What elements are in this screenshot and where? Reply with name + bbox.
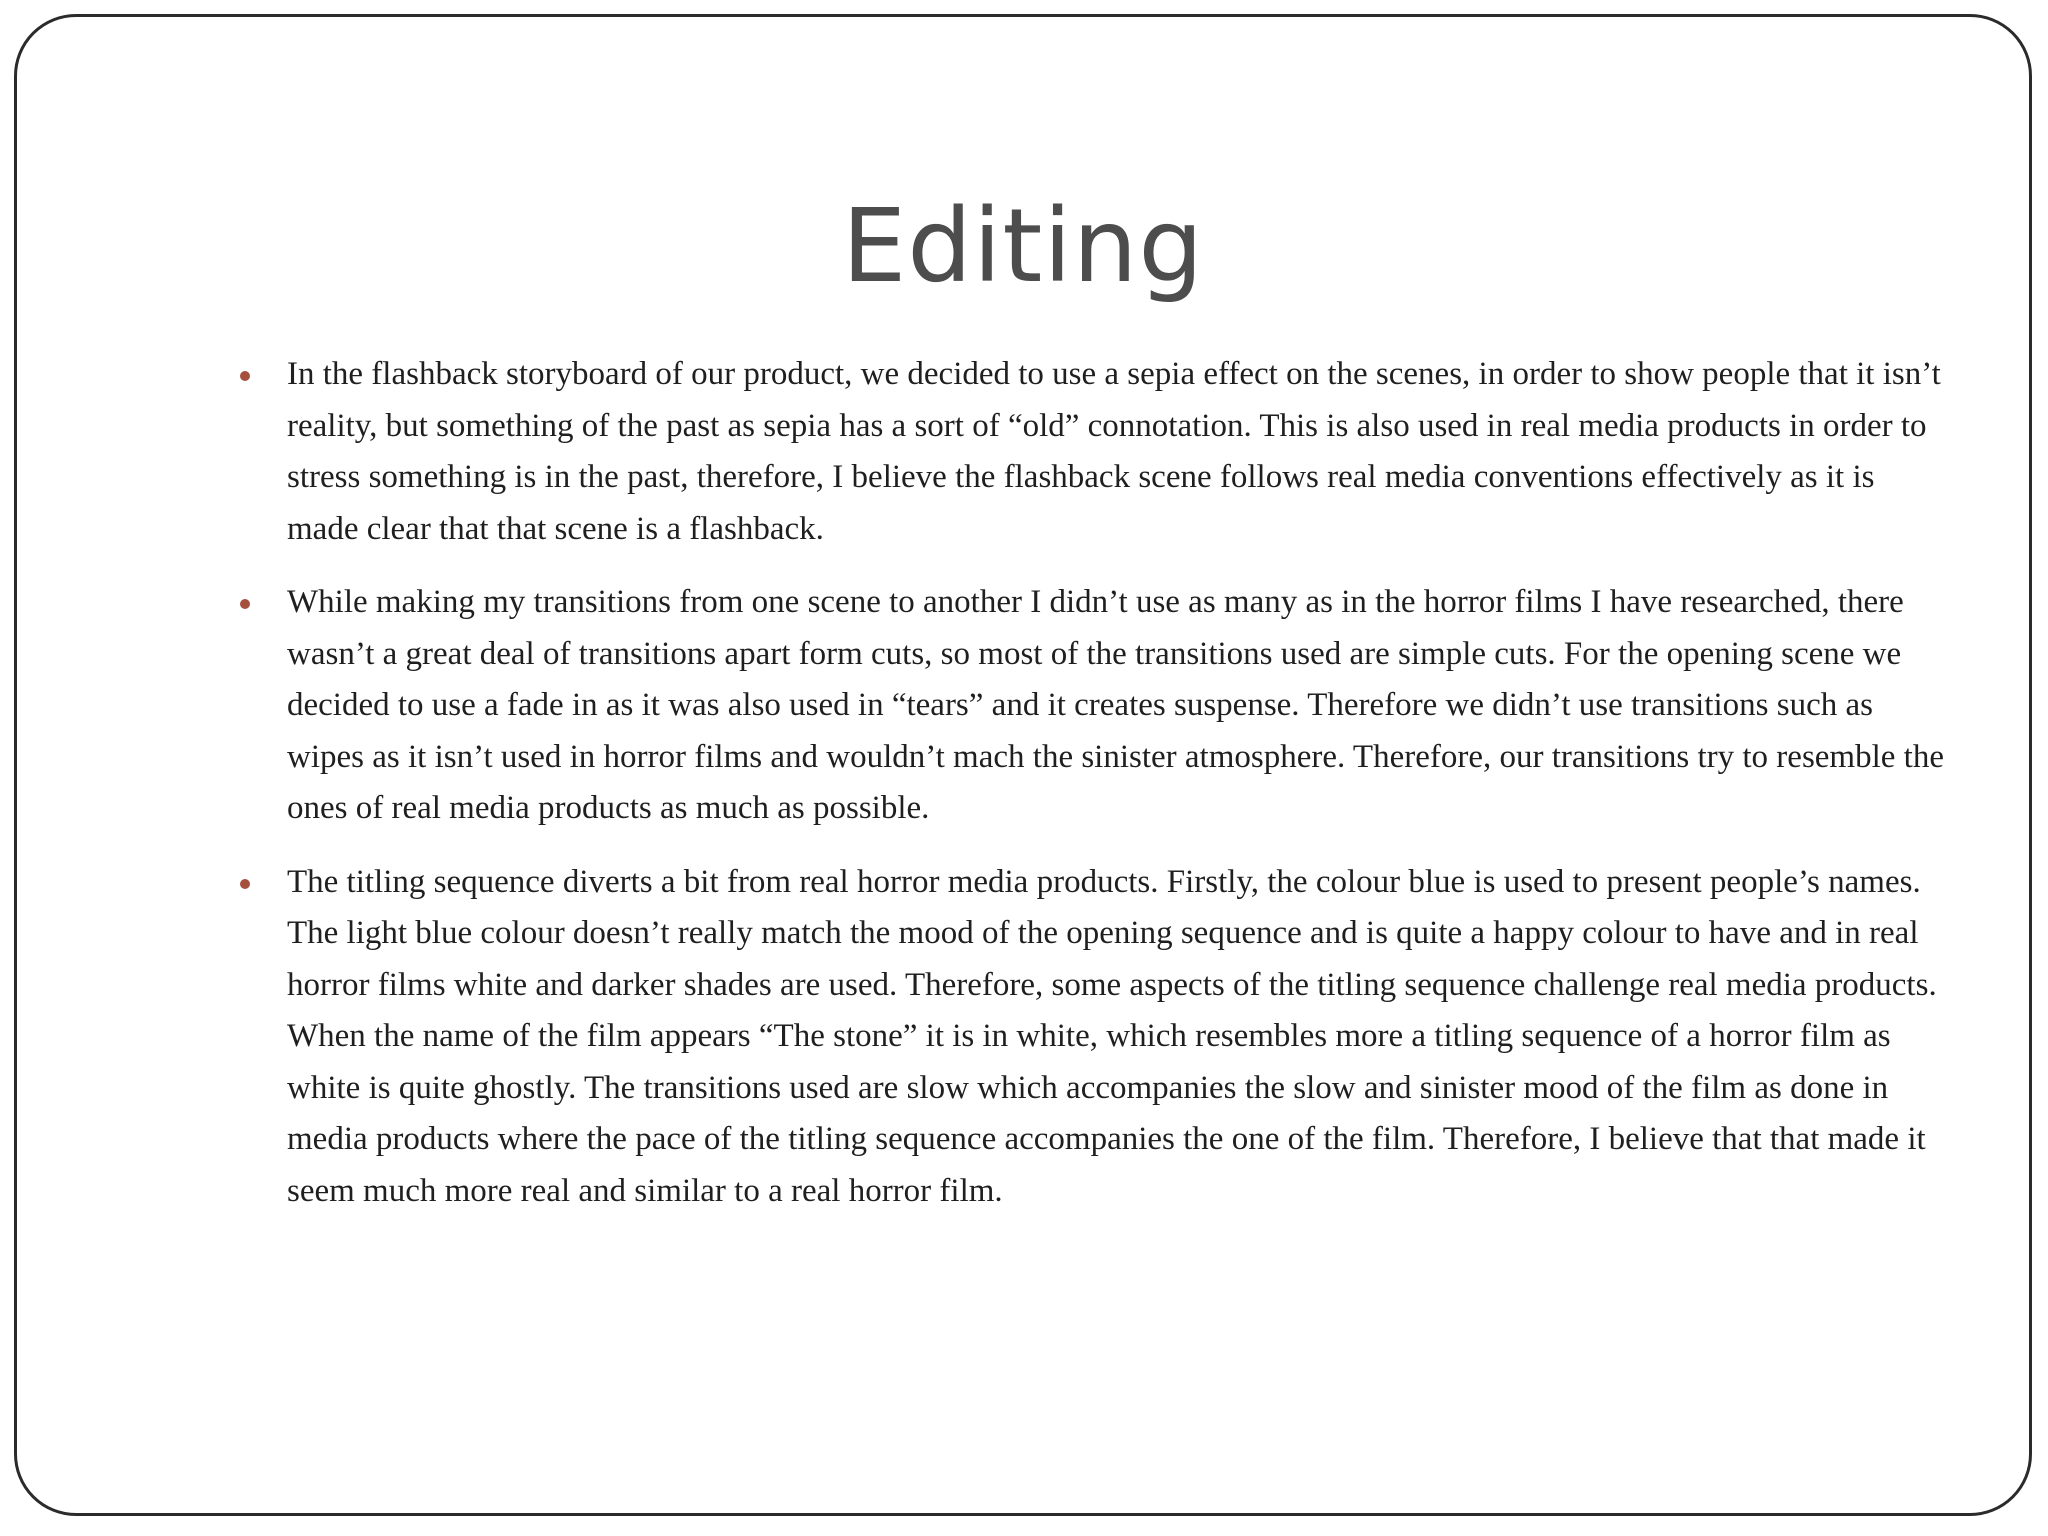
slide-title: Editing bbox=[841, 187, 1205, 306]
bullet-item bbox=[287, 857, 1947, 1218]
bullet-list bbox=[287, 349, 1947, 1239]
bullet-item bbox=[287, 577, 1947, 835]
bullet-text: In the flashback storyboard of our product, we decided to use a sepia effect on the scenes, in order to show people that it isn’t reality, but something of the past as sepia has a sort of “old” connotation. This is also used in real media products in order to stress something is in the past, therefore, I believe the flashback scene follows real media conventions effectively as it is made clear that that scene is a flashback. bbox=[287, 356, 1941, 547]
bullet-text: While making my transitions from one scene to another I didn’t use as many as in the horror films I have researched, there wasn’t a great deal of transitions apart form cuts, so most of the transitions used are simple cuts. For the opening scene we decided to use a fade in as it was also used in “tears” and it creates suspense. Therefore we didn’t use transitions such as wipes as it isn’t used in horror films and wouldn’t mach the sinister atmosphere. Therefore, our transitions try to resemble the ones of real media products as much as possible. bbox=[287, 584, 1944, 826]
bullet-dot-icon bbox=[240, 371, 250, 381]
bullet-item bbox=[287, 349, 1947, 555]
slide-frame bbox=[14, 14, 2032, 1516]
bullet-dot-icon bbox=[240, 879, 250, 889]
bullet-text: The titling sequence diverts a bit from real horror media products. Firstly, the colour blue is used to present people’s names. The light blue colour doesn’t really match the mood of the opening sequence and is quite a happy colour to have and in real horror films white and darker shades are used. Therefore, some aspects of the titling sequence challenge real media products. When the name of the film appears “The stone” it is in white, which resembles more a titling sequence of a horror film as white is quite ghostly. The transitions used are slow which accompanies the slow and sinister mood of the film as done in media products where the pace of the titling sequence accompanies the one of the film. Therefore, I believe that that made it seem much more real and similar to a real horror film. bbox=[287, 863, 1937, 1209]
bullet-dot-icon bbox=[240, 599, 250, 609]
